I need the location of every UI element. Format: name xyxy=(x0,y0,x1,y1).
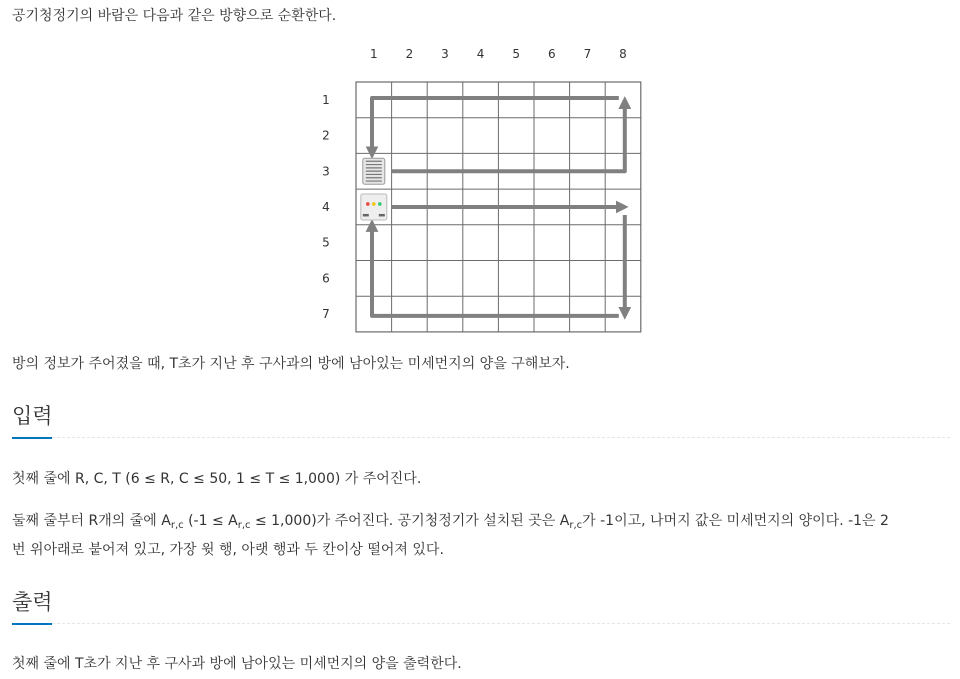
column-label: 4 xyxy=(476,47,485,61)
subscript-rc: r,c xyxy=(569,520,583,531)
input-line-1: 첫째 줄에 R, C, T (6 ≤ R, C ≤ 50, 1 ≤ T ≤ 1,000) 가 주어진다. xyxy=(12,471,422,487)
input-line-2-part-c: ≤ 1,000)가 주어진다. 공기청정기가 설치된 곳은 A xyxy=(250,513,570,529)
input-heading-rule xyxy=(12,437,950,438)
input-line-2-part-a: 둘째 줄부터 R개의 줄에 A xyxy=(12,513,171,529)
row-label: 1 xyxy=(322,92,330,107)
purifier-foot xyxy=(363,214,369,217)
column-label: 1 xyxy=(369,47,378,61)
column-label: 5 xyxy=(512,47,521,61)
row-label: 5 xyxy=(322,235,330,250)
air-purifier-diagram xyxy=(300,38,660,338)
column-label: 8 xyxy=(619,47,627,61)
row-label: 2 xyxy=(322,128,330,143)
input-line-2-part-b: (-1 ≤ A xyxy=(183,513,238,529)
row-label: 3 xyxy=(322,164,330,179)
column-label: 7 xyxy=(583,47,592,61)
row-label: 7 xyxy=(322,307,330,322)
purifier-indicator-light xyxy=(366,202,370,206)
output-heading-accent xyxy=(12,623,52,625)
subscript-rc: r,c xyxy=(170,520,184,531)
column-label: 6 xyxy=(547,47,556,61)
purifier-indicator-light xyxy=(372,202,376,206)
output-heading: 출력 xyxy=(12,590,53,614)
purifier-indicator-light xyxy=(378,202,382,206)
subscript-rc: r,c xyxy=(237,520,251,531)
input-line-2 xyxy=(12,511,889,531)
intro-text: 공기청정기의 바람은 다음과 같은 방향으로 순환한다. xyxy=(12,8,337,24)
purifier-foot xyxy=(379,214,385,217)
output-line-1: 첫째 줄에 T초가 지난 후 구사과 방에 남아있는 미세먼지의 양을 출력한다. xyxy=(12,656,462,672)
column-label: 2 xyxy=(405,47,414,61)
column-label: 3 xyxy=(441,47,449,61)
input-line-3: 번 위아래로 붙어져 있고, 가장 윗 행, 아랫 행과 두 칸이상 떨어져 있다. xyxy=(12,542,444,558)
input-heading-accent xyxy=(12,437,52,439)
row-label: 4 xyxy=(322,199,330,214)
question-text: 방의 정보가 주어졌을 때, T초가 지난 후 구사과의 방에 남아있는 미세먼지의 양을 구해보자. xyxy=(12,356,570,372)
input-line-2-part-d: 가 -1이고, 나머지 값은 미세먼지의 양이다. -1은 2 xyxy=(582,513,889,529)
input-heading: 입력 xyxy=(12,404,53,428)
output-heading-rule xyxy=(12,623,950,624)
row-label: 6 xyxy=(322,271,330,286)
